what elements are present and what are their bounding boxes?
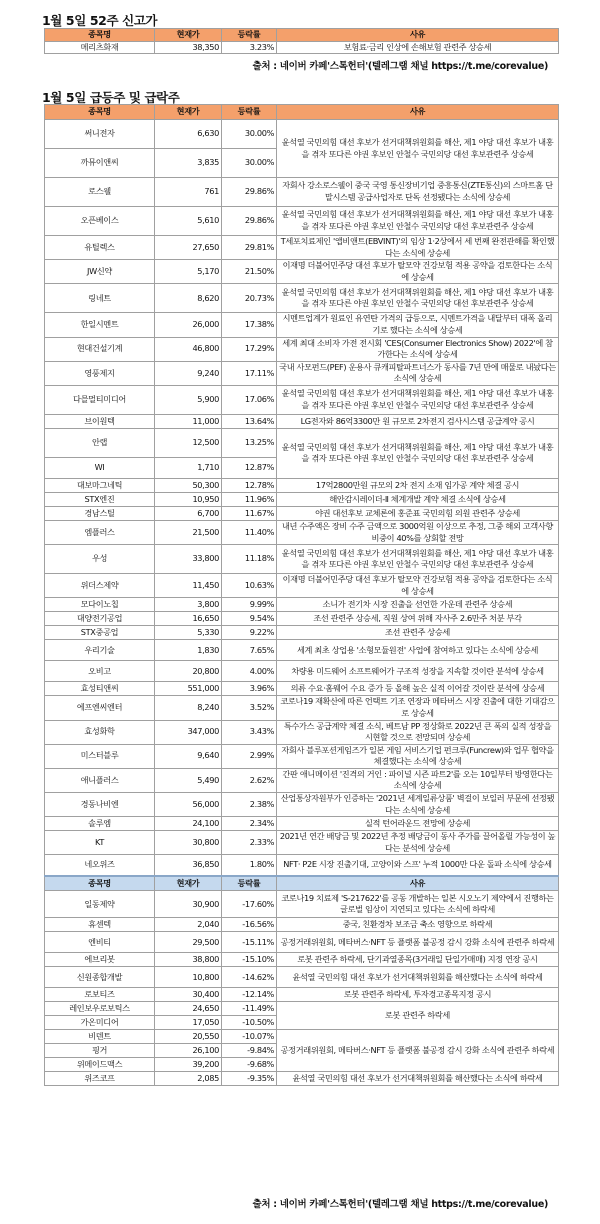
- col-header-name: 종목명: [45, 876, 155, 891]
- stock-reason: 조선 관련주 상승세: [277, 626, 559, 640]
- stock-name: 메리츠화재: [45, 41, 155, 54]
- stock-reason: 차량용 미드웨어 소프트웨어가 구조적 성장을 지속할 것이란 분석에 상승세: [277, 661, 559, 682]
- stock-reason: 로봇 관련주 하락세, 투자경고종목지정 공시: [277, 988, 559, 1002]
- stock-name: 링네트: [45, 284, 155, 313]
- table-row: [45, 640, 559, 661]
- stock-rate: 3.23%: [222, 41, 277, 54]
- stock-price: 6,630: [155, 120, 222, 149]
- stock-reason: 2021년 연간 배당금 및 2022년 추정 배당금이 동사 주가를 끌어올릴 가능성이 높다는 분석에 상승세: [277, 831, 559, 855]
- stock-reason: 코로나19 재확산에 따른 언택트 기조 연장과 메타버스 시장 진출에 대한 기대감으로 상승세: [277, 696, 559, 720]
- table-row: [45, 598, 559, 612]
- stock-reason: 조선 관련주 상승세, 직원 상여 위해 자사주 2.6만주 처분 부각: [277, 612, 559, 626]
- stock-price: 5,490: [155, 768, 222, 792]
- stock-price: 56,000: [155, 793, 222, 817]
- stock-price: 36,850: [155, 855, 222, 876]
- col-header-reason: 사유: [277, 105, 559, 120]
- stock-name: 휴센텍: [45, 918, 155, 932]
- stock-name: WI: [45, 457, 155, 478]
- stock-price: 12,500: [155, 428, 222, 457]
- table-row: [45, 41, 559, 54]
- col-header-price: 현재가: [155, 876, 222, 891]
- stock-price: 9,640: [155, 744, 222, 768]
- stock-price: 5,900: [155, 385, 222, 414]
- col-header-name: 종목명: [45, 29, 155, 42]
- source-note-top: 출처 : 네이버 카페'스톡헌터'(텔레그램 채널 https://t.me/corevalue): [252, 61, 548, 72]
- stock-price: 3,835: [155, 149, 222, 178]
- stock-rate: 17.06%: [222, 385, 277, 414]
- stock-reason: 산업통상자원부가 인증하는 '2021년 세계일류상품' 벽걸이 보일러 부문에 선정됐다는 소식에 상승세: [277, 793, 559, 817]
- stock-reason: 로봇 관련주 하락세, 단기과열종목(3거래일 단일가매매) 지정 연장 공시: [277, 953, 559, 967]
- stock-reason: 윤석열 국민의힘 대선 후보가 선거대책위원회를 해산, 제1 야당 대선 후보가 내홍을 겪자 또다른 야권 후보인 안철수 국민의당 대선 후보관련주 상승세: [277, 284, 559, 313]
- stock-price: 1,710: [155, 457, 222, 478]
- stock-rate: 2.62%: [222, 768, 277, 792]
- table-row: [45, 891, 559, 918]
- stock-name: 솔루엠: [45, 817, 155, 831]
- stock-price: 5,170: [155, 260, 222, 284]
- stock-rate: 2.99%: [222, 744, 277, 768]
- stock-rate: 17.11%: [222, 361, 277, 385]
- table-row: [45, 661, 559, 682]
- stock-name: 로보티즈: [45, 988, 155, 1002]
- col-header-rate: 등락률: [222, 876, 277, 891]
- stock-reason: 간판 애니메이션 '진격의 거인 : 파이널 시즌 파트2'를 오는 10일부터 방영한다는 소식에 상승세: [277, 768, 559, 792]
- stock-name: 효성티앤씨: [45, 682, 155, 696]
- stock-name: 신원종합개발: [45, 967, 155, 988]
- stock-price: 21,500: [155, 520, 222, 544]
- stock-name: 영풍제지: [45, 361, 155, 385]
- stock-price: 20,800: [155, 661, 222, 682]
- stock-price: 17,050: [155, 1016, 222, 1030]
- table-row: [45, 696, 559, 720]
- stock-reason: 공정거래위원회, 메타버스·NFT 등 플랫폼 불공정 감시 강화 소식에 관련주 하락세: [277, 932, 559, 953]
- stock-price: 26,000: [155, 313, 222, 337]
- stock-name: 에브리봇: [45, 953, 155, 967]
- stock-price: 8,620: [155, 284, 222, 313]
- table-row: [45, 385, 559, 414]
- stock-reason: 이재명 더불어민주당 대선 후보가 탈모약 건강보험 적용 공약을 검토한다는 소식에 상승세: [277, 260, 559, 284]
- header-row: [45, 876, 559, 891]
- stock-reason: 17억2800만원 규모의 2차 전지 소재 임가공 계약 체결 공시: [277, 478, 559, 492]
- stock-price: 761: [155, 178, 222, 207]
- stock-price: 2,040: [155, 918, 222, 932]
- stock-reason: 윤석열 국민의힘 대선 후보가 선거대책위원회를 해산, 제1 야당 대선 후보가 내홍을 겪자 또다른 야권 후보인 안철수 국민의당 대선 후보관련주 상승세: [277, 385, 559, 414]
- stock-price: 10,800: [155, 967, 222, 988]
- table-row: [45, 720, 559, 744]
- stock-price: 6,700: [155, 506, 222, 520]
- stock-reason: 국내 사모펀드(PEF) 운용사 큐캐피탈파트너스가 동사를 7년 만에 매물로 내놨다는 소식에 상승세: [277, 361, 559, 385]
- stock-price: 33,800: [155, 545, 222, 574]
- stock-price: 39,200: [155, 1058, 222, 1072]
- table-row: [45, 967, 559, 988]
- stock-name: 현대건설기계: [45, 337, 155, 361]
- stock-rate: 30.00%: [222, 120, 277, 149]
- stock-price: 38,350: [155, 41, 222, 54]
- stock-name: KT: [45, 831, 155, 855]
- stock-reason: 자회사 강소로스웰이 중국 국영 통신장비기업 중흥통신(ZTE통신)의 스마트홈 단말시스템 공급사업자로 단독 선정됐다는 소식에 상승세: [277, 178, 559, 207]
- stock-rate: 9.54%: [222, 612, 277, 626]
- stock-price: 16,650: [155, 612, 222, 626]
- stock-reason: 해안감시레이더-Ⅱ 체계개발 계약 체결 소식에 상승세: [277, 492, 559, 506]
- stock-name: 핑거: [45, 1044, 155, 1058]
- table-row: [45, 988, 559, 1002]
- stock-rate: -17.60%: [222, 891, 277, 918]
- stock-name: 네오위즈: [45, 855, 155, 876]
- stock-name: 대양전기공업: [45, 612, 155, 626]
- stock-reason: 이재명 더불어민주당 대선 후보가 탈모약 건강보험 적용 공약을 검토한다는 소식에 상승세: [277, 574, 559, 598]
- stock-rate: 11.18%: [222, 545, 277, 574]
- header-row: [45, 105, 559, 120]
- stock-name: 위메이드맥스: [45, 1058, 155, 1072]
- stock-name: 일동제약: [45, 891, 155, 918]
- stock-rate: 2.34%: [222, 817, 277, 831]
- stock-rate: 12.87%: [222, 457, 277, 478]
- stock-price: 347,000: [155, 720, 222, 744]
- stock-name: 효성화학: [45, 720, 155, 744]
- stock-rate: -9.35%: [222, 1072, 277, 1086]
- stock-reason: 중국, 친환경차 보조금 축소 영향으로 하락세: [277, 918, 559, 932]
- stock-price: 24,100: [155, 817, 222, 831]
- stock-rate: -15.11%: [222, 932, 277, 953]
- stock-rate: 29.86%: [222, 207, 277, 236]
- stock-reason: 소니가 전기차 시장 진출을 선언한 가운데 관련주 상승세: [277, 598, 559, 612]
- table-row: [45, 1002, 559, 1016]
- stock-name: 가온미디어: [45, 1016, 155, 1030]
- table-row: [45, 768, 559, 792]
- stock-reason: 공정거래위원회, 메타버스·NFT 등 플랫폼 불공정 감시 강화 소식에 관련주 하락세: [277, 1030, 559, 1072]
- movers-title: 1월 5일 급등주 및 급락주: [42, 90, 180, 105]
- table-row: [45, 428, 559, 457]
- stock-price: 5,330: [155, 626, 222, 640]
- stock-name: 한일시멘트: [45, 313, 155, 337]
- stock-name: 비덴트: [45, 1030, 155, 1044]
- stock-reason: 야권 대선후보 교체론에 홍준표 국민의힘 의원 관련주 상승세: [277, 506, 559, 520]
- stock-reason: T세포치료제인 '앱비앤트(EBVINT)'의 임상 1·2상에서 세 번째 완전관해를 확인했다는 소식에 상승세: [277, 236, 559, 260]
- stock-name: 모다이노칩: [45, 598, 155, 612]
- table-row: [45, 682, 559, 696]
- stock-reason: LG전자와 86억3300만 원 규모로 2차전지 검사시스템 공급계약 공시: [277, 414, 559, 428]
- stock-reason: 내년 수주액은 장비 수주 금액으로 3000억원 이상으로 추정, 그중 해외 고객사향 비중이 40%를 상회할 전망: [277, 520, 559, 544]
- stock-price: 5,610: [155, 207, 222, 236]
- stock-rate: 29.81%: [222, 236, 277, 260]
- stock-name: 미스터블루: [45, 744, 155, 768]
- table-row: [45, 520, 559, 544]
- stock-name: 로스웰: [45, 178, 155, 207]
- stock-price: 30,800: [155, 831, 222, 855]
- stock-price: 26,100: [155, 1044, 222, 1058]
- stock-price: 11,000: [155, 414, 222, 428]
- table-row: [45, 744, 559, 768]
- table-row: [45, 414, 559, 428]
- stock-price: 24,650: [155, 1002, 222, 1016]
- stock-rate: -14.62%: [222, 967, 277, 988]
- table-row: [45, 793, 559, 817]
- stock-rate: 4.00%: [222, 661, 277, 682]
- stock-price: 20,550: [155, 1030, 222, 1044]
- stock-rate: 2.38%: [222, 793, 277, 817]
- col-header-rate: 등락률: [222, 105, 277, 120]
- stock-rate: 7.65%: [222, 640, 277, 661]
- table-row: [45, 120, 559, 149]
- table-row: [45, 313, 559, 337]
- table-row: [45, 953, 559, 967]
- table-row: [45, 236, 559, 260]
- table-row: [45, 506, 559, 520]
- stock-rate: 13.64%: [222, 414, 277, 428]
- stock-rate: 9.99%: [222, 598, 277, 612]
- stock-name: 다믈멀티미디어: [45, 385, 155, 414]
- stock-name: 위더스제약: [45, 574, 155, 598]
- stock-reason: NFT· P2E 시장 진출기대, 고양이와 스프' 누적 1000만 다운 돌파 소식에 상승세: [277, 855, 559, 876]
- col-header-name: 종목명: [45, 105, 155, 120]
- stock-name: STX엔진: [45, 492, 155, 506]
- stock-rate: 10.63%: [222, 574, 277, 598]
- stock-name: 우성: [45, 545, 155, 574]
- table-row: [45, 361, 559, 385]
- stock-price: 1,830: [155, 640, 222, 661]
- stock-reason: 윤석열 국민의힘 대선 후보가 선거대책위원회를 해산, 제1 야당 대선 후보가 내홍을 겪자 또다른 야권 후보인 안철수 국민의당 대선 후보관련주 상승세: [277, 120, 559, 178]
- col-header-rate: 등락률: [222, 29, 277, 42]
- table-row: [45, 260, 559, 284]
- stock-price: 29,500: [155, 932, 222, 953]
- stock-rate: 3.96%: [222, 682, 277, 696]
- high52-table: [44, 28, 559, 54]
- table-row: [45, 545, 559, 574]
- stock-rate: 29.86%: [222, 178, 277, 207]
- stock-name: 오픈베이스: [45, 207, 155, 236]
- stock-rate: 9.22%: [222, 626, 277, 640]
- stock-price: 8,240: [155, 696, 222, 720]
- stock-rate: -12.14%: [222, 988, 277, 1002]
- table-row: [45, 855, 559, 876]
- stock-name: 엔비티: [45, 932, 155, 953]
- stock-rate: 17.29%: [222, 337, 277, 361]
- stock-price: 50,300: [155, 478, 222, 492]
- stock-name: 우리기술: [45, 640, 155, 661]
- stock-reason: 세계 최초 상업용 '소형모듈원전' 사업에 참여하고 있다는 소식에 상승세: [277, 640, 559, 661]
- stock-rate: 21.50%: [222, 260, 277, 284]
- stock-name: 유틸렉스: [45, 236, 155, 260]
- stock-rate: -11.49%: [222, 1002, 277, 1016]
- stock-reason: 코로나19 치료제 'S-217622'를 공동 개발하는 일본 시오노기 제약에서 진행하는 글로벌 임상이 지연되고 있다는 소식에 하락세: [277, 891, 559, 918]
- stock-reason: 의류 수요·홈웨어 수요 증가 등 올해 높은 실적 이어갈 것이란 분석에 상승세: [277, 682, 559, 696]
- table-row: [45, 478, 559, 492]
- stock-rate: 1.80%: [222, 855, 277, 876]
- stock-name: 대보마그네틱: [45, 478, 155, 492]
- stock-rate: 11.40%: [222, 520, 277, 544]
- stock-reason: 윤석열 국민의힘 대선 후보가 선거대책위원회를 해산, 제1 야당 대선 후보가 내홍을 겪자 또다른 야권 후보인 안철수 국민의당 대선 후보관련주 상승세: [277, 428, 559, 478]
- table-row: [45, 1072, 559, 1086]
- stock-name: 에프엔씨엔터: [45, 696, 155, 720]
- stock-reason: 윤석열 국민의힘 대선 후보가 선거대책위원회를 해산, 제1 야당 대선 후보가 내홍을 겪자 또다른 야권 후보인 안철수 국민의당 대선 후보관련주 상승세: [277, 545, 559, 574]
- stock-price: 2,085: [155, 1072, 222, 1086]
- col-header-reason: 사유: [277, 29, 559, 42]
- stock-rate: -9.68%: [222, 1058, 277, 1072]
- stock-price: 46,800: [155, 337, 222, 361]
- stock-rate: 3.43%: [222, 720, 277, 744]
- stock-price: 27,650: [155, 236, 222, 260]
- stock-price: 30,400: [155, 988, 222, 1002]
- stock-name: 오비고: [45, 661, 155, 682]
- stock-rate: 3.52%: [222, 696, 277, 720]
- stock-price: 11,450: [155, 574, 222, 598]
- table-row: [45, 207, 559, 236]
- stock-reason: 윤석열 국민의힘 대선 후보가 선거대책위원회를 해산, 제1 야당 대선 후보가 내홍을 겪자 또다른 야권 후보인 안철수 국민의당 대선 후보관련주 상승세: [277, 207, 559, 236]
- source-note-bottom: 출처 : 네이버 카페'스톡헌터'(텔레그램 채널 https://t.me/corevalue): [252, 1199, 548, 1210]
- stock-rate: -10.07%: [222, 1030, 277, 1044]
- table-row: [45, 626, 559, 640]
- stock-rate: 20.73%: [222, 284, 277, 313]
- stock-rate: -16.56%: [222, 918, 277, 932]
- table-row: [45, 574, 559, 598]
- high52-title: 1월 5일 52주 신고가: [42, 13, 158, 28]
- stock-rate: -15.10%: [222, 953, 277, 967]
- stock-reason: 세계 최대 소비자 가전 전시회 'CES(Consumer Electronics Show) 2022'에 참가한다는 소식에 상승세: [277, 337, 559, 361]
- stock-rate: 11.67%: [222, 506, 277, 520]
- table-row: [45, 284, 559, 313]
- movers-table: [44, 104, 559, 1086]
- stock-rate: 2.33%: [222, 831, 277, 855]
- stock-name: 써니전자: [45, 120, 155, 149]
- table-row: [45, 932, 559, 953]
- stock-price: 9,240: [155, 361, 222, 385]
- table-row: [45, 612, 559, 626]
- stock-price: 551,000: [155, 682, 222, 696]
- stock-reason: 로봇 관련주 하락세: [277, 1002, 559, 1030]
- stock-price: 30,900: [155, 891, 222, 918]
- stock-name: STX중공업: [45, 626, 155, 640]
- stock-name: 안랩: [45, 428, 155, 457]
- stock-name: JW신약: [45, 260, 155, 284]
- table-row: [45, 817, 559, 831]
- table-row: [45, 918, 559, 932]
- col-header-price: 현재가: [155, 29, 222, 42]
- stock-rate: -9.84%: [222, 1044, 277, 1058]
- stock-reason: 자회사 블루포션게임즈가 일본 게임 서비스기업 펀크루(Funcrew)와 업무 협약을 체결했다는 소식에 상승세: [277, 744, 559, 768]
- stock-name: 까뮤이앤씨: [45, 149, 155, 178]
- stock-reason: 시멘트업계가 원료인 유연탄 가격의 급등으로, 시멘트가격을 내달부터 대폭 올리기로 했다는 소식에 상승세: [277, 313, 559, 337]
- col-header-reason: 사유: [277, 876, 559, 891]
- col-header-price: 현재가: [155, 105, 222, 120]
- stock-reason: 윤석열 국민의힘 대선 후보가 선거대책위원회를 해산했다는 소식에 하락세: [277, 1072, 559, 1086]
- stock-name: 경동나비엔: [45, 793, 155, 817]
- table-row: [45, 337, 559, 361]
- table-row: [45, 492, 559, 506]
- stock-name: 경남스틸: [45, 506, 155, 520]
- table-row: [45, 178, 559, 207]
- stock-reason: 보험료·금리 인상에 손해보험 관련주 상승세: [277, 41, 559, 54]
- stock-price: 38,800: [155, 953, 222, 967]
- stock-price: 3,800: [155, 598, 222, 612]
- stock-rate: 30.00%: [222, 149, 277, 178]
- stock-rate: 17.38%: [222, 313, 277, 337]
- stock-name: 레인보우로보틱스: [45, 1002, 155, 1016]
- stock-name: 브이원텍: [45, 414, 155, 428]
- stock-rate: 13.25%: [222, 428, 277, 457]
- stock-name: 애니플러스: [45, 768, 155, 792]
- stock-reason: 특수가스 공급계약 체결 소식, 베트남 PP 정상화로 2022년 큰 폭의 실적 성장을 시현할 것으로 전망되며 상승세: [277, 720, 559, 744]
- table-row: [45, 1030, 559, 1044]
- stock-name: 엠플러스: [45, 520, 155, 544]
- stock-name: 위즈코프: [45, 1072, 155, 1086]
- stock-rate: -10.50%: [222, 1016, 277, 1030]
- stock-price: 10,950: [155, 492, 222, 506]
- stock-reason: 실적 턴어라운드 전망에 상승세: [277, 817, 559, 831]
- stock-rate: 11.96%: [222, 492, 277, 506]
- stock-rate: 12.78%: [222, 478, 277, 492]
- table-row: [45, 831, 559, 855]
- stock-reason: 윤석열 국민의힘 대선 후보가 선거대책위원회를 해산했다는 소식에 하락세: [277, 967, 559, 988]
